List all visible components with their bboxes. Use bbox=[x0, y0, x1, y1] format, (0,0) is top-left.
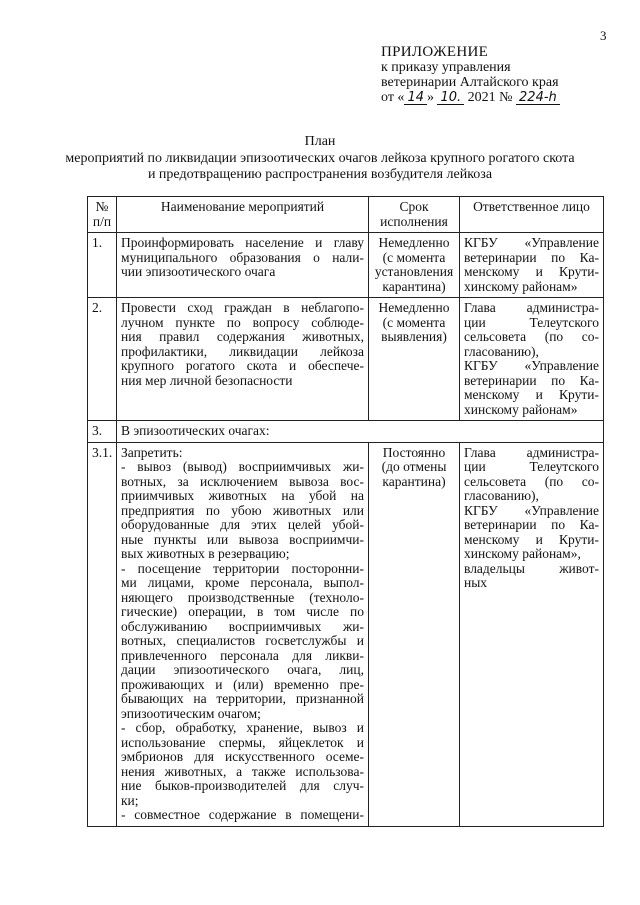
row-action bbox=[117, 233, 369, 298]
header-num bbox=[88, 197, 117, 233]
row-action bbox=[117, 442, 369, 826]
text-line: вотных, специалистов госветслужбы и bbox=[121, 633, 364, 648]
text-line: хинскому районам» bbox=[464, 401, 578, 417]
date-prefix: от « bbox=[381, 90, 405, 105]
text-line: крупного рогатого скота и обеспече- bbox=[121, 358, 364, 373]
text-line: сельсовета (по со- bbox=[464, 329, 599, 344]
text-line: Постоянно bbox=[382, 444, 446, 460]
text-line: няющего производственные (техноло- bbox=[121, 589, 364, 605]
header-action: Наименование мероприятий bbox=[117, 197, 369, 233]
text-line: ных bbox=[464, 575, 488, 590]
row-number: 3. bbox=[88, 421, 117, 443]
date-mid: » bbox=[426, 90, 438, 105]
text-line: установления bbox=[374, 264, 454, 279]
text-line: муниципального образования о нали- bbox=[121, 249, 364, 265]
text-line: ные пункты или вывоза восприимчи- bbox=[121, 531, 364, 547]
text-line: привлеченного персонала для ликви- bbox=[121, 647, 364, 663]
text-line: гические) операции, в том числе по bbox=[121, 604, 364, 619]
text-line: предприятия по убою животных или bbox=[121, 502, 364, 518]
plan-table bbox=[87, 196, 604, 827]
text-line: эпизоотическим очагом; bbox=[121, 705, 261, 721]
text-line: вых животных в резервацию; bbox=[121, 546, 290, 561]
text-line: ветеринарии по Ка- bbox=[464, 517, 599, 532]
row-term bbox=[369, 233, 460, 298]
appendix-line-1: к приказу управления bbox=[381, 60, 511, 75]
order-number: 224-h bbox=[516, 91, 560, 105]
text-line: выявления) bbox=[381, 329, 447, 344]
text-line: приимчивых животных на убой на bbox=[121, 488, 364, 503]
text-line: гласованию), bbox=[464, 488, 539, 503]
plan-subtitle-2: и предотвращению распространения возбудителя лейкоза bbox=[147, 167, 493, 182]
text-line: - сбор, обработку, хранение, вывоз и bbox=[121, 720, 364, 735]
text-line: хинскому районам» bbox=[464, 278, 578, 294]
header-term-line: исполнения bbox=[380, 213, 448, 229]
appendix-line-2: ветеринарии Алтайского края bbox=[381, 75, 559, 90]
date-month: 10. bbox=[437, 91, 464, 105]
text-line: (до отмены bbox=[381, 459, 447, 474]
header-num-line: № bbox=[95, 199, 109, 214]
header-responsible: Ответственное лицо bbox=[460, 197, 604, 233]
text-line: - совместное содержание в помещени- bbox=[121, 807, 364, 822]
row-responsible bbox=[460, 233, 604, 298]
row-number: 1. bbox=[88, 233, 117, 298]
text-line: (с момента bbox=[382, 314, 446, 330]
text-line: Глава администра- bbox=[464, 300, 599, 315]
text-line: вотных, за исключением вывоза вос- bbox=[121, 473, 364, 489]
row-responsible bbox=[460, 442, 604, 826]
row-term bbox=[369, 442, 460, 826]
appendix-date-line bbox=[381, 90, 611, 105]
header-num-line: п/п bbox=[92, 213, 112, 229]
appendix-title: ПРИЛОЖЕНИЕ bbox=[381, 44, 489, 60]
text-line: Проинформировать население и главу bbox=[121, 235, 364, 250]
row-number: 2. bbox=[88, 298, 117, 421]
text-line: гласованию), bbox=[464, 343, 539, 359]
text-line: дации эпизоотического очага, лиц, bbox=[121, 662, 364, 677]
text-line: владельцы живот- bbox=[464, 560, 599, 576]
table-row bbox=[88, 442, 604, 826]
text-line: ветеринарии по Ка- bbox=[464, 372, 599, 388]
text-line: ния мер личной безопасности bbox=[121, 372, 293, 388]
text-line: карантина) bbox=[382, 278, 446, 294]
text-line: нения животных, а также использова- bbox=[121, 763, 364, 779]
text-line: использование спермы, яйцеклеток и bbox=[121, 734, 364, 750]
text-line: ки; bbox=[121, 792, 139, 808]
text-line: оборудованные для этих целей убой- bbox=[121, 517, 364, 532]
text-line: сельсовета (по со- bbox=[464, 473, 599, 489]
text-line: менскому и Крути- bbox=[464, 531, 599, 547]
row-number: 3.1. bbox=[88, 442, 117, 826]
header-term-line: Срок bbox=[399, 199, 429, 214]
text-line: профилактики, ликвидации лейкоза bbox=[121, 343, 364, 359]
row-responsible bbox=[460, 298, 604, 421]
text-line: Немедленно bbox=[378, 235, 450, 250]
text-line: чии эпизоотического очага bbox=[121, 264, 276, 279]
plan-title: План bbox=[304, 134, 336, 149]
text-line: КГБУ «Управление bbox=[464, 502, 599, 518]
plan-subtitle-1: мероприятий по ликвидации эпизоотических очагов лейкоза крупного рогатого скота bbox=[65, 151, 575, 166]
row-action bbox=[117, 298, 369, 421]
text-line: ние быков-производителей для случ- bbox=[121, 778, 364, 793]
text-line: хинскому районам», bbox=[464, 546, 581, 561]
text-line: КГБУ «Управление bbox=[464, 235, 599, 250]
text-line: КГБУ «Управление bbox=[464, 358, 599, 373]
text-line: бывающих на территории, признанной bbox=[121, 691, 364, 706]
text-line: обслуживанию восприимчивых жи- bbox=[121, 618, 364, 634]
text-line: менскому и Крути- bbox=[464, 264, 599, 279]
text-line: карантина) bbox=[382, 473, 446, 489]
row-term bbox=[369, 298, 460, 421]
header-term bbox=[369, 197, 460, 233]
table-row bbox=[88, 233, 604, 298]
text-line: менскому и Крути- bbox=[464, 387, 599, 402]
page-number: 3 bbox=[600, 28, 607, 43]
text-line: эмбрионов для искусственного осеме- bbox=[121, 749, 364, 764]
text-line: ции Телеутского bbox=[464, 314, 599, 330]
text-line: - вывоз (вывод) восприимчивых жи- bbox=[121, 459, 364, 474]
section-heading: В эпизоотических очагах: bbox=[117, 421, 604, 443]
table-row bbox=[88, 421, 604, 443]
text-line: ми лицами, кроме персонала, выпол- bbox=[121, 575, 364, 590]
text-line: проживающих и (или) временно пре- bbox=[121, 676, 364, 692]
text-line: лучном пункте по вопросу соблюде- bbox=[121, 314, 364, 330]
date-day: 14 bbox=[404, 91, 427, 105]
text-line: Глава администра- bbox=[464, 444, 599, 460]
date-year: 2021 № bbox=[464, 90, 517, 105]
appendix-header bbox=[381, 45, 611, 105]
text-line: Немедленно bbox=[378, 300, 450, 315]
text-line: (с момента bbox=[382, 249, 446, 265]
text-line: ции Телеутского bbox=[464, 459, 599, 474]
table-header-row bbox=[88, 197, 604, 233]
text-line: ния правил содержания животных, bbox=[121, 329, 364, 344]
text-line: Провести сход граждан в неблагопо- bbox=[121, 300, 364, 315]
text-line: - посещение территории посторонни- bbox=[121, 560, 364, 576]
table-row bbox=[88, 298, 604, 421]
text-line: ветеринарии по Ка- bbox=[464, 249, 599, 265]
text-line: Запретить: bbox=[121, 444, 183, 460]
